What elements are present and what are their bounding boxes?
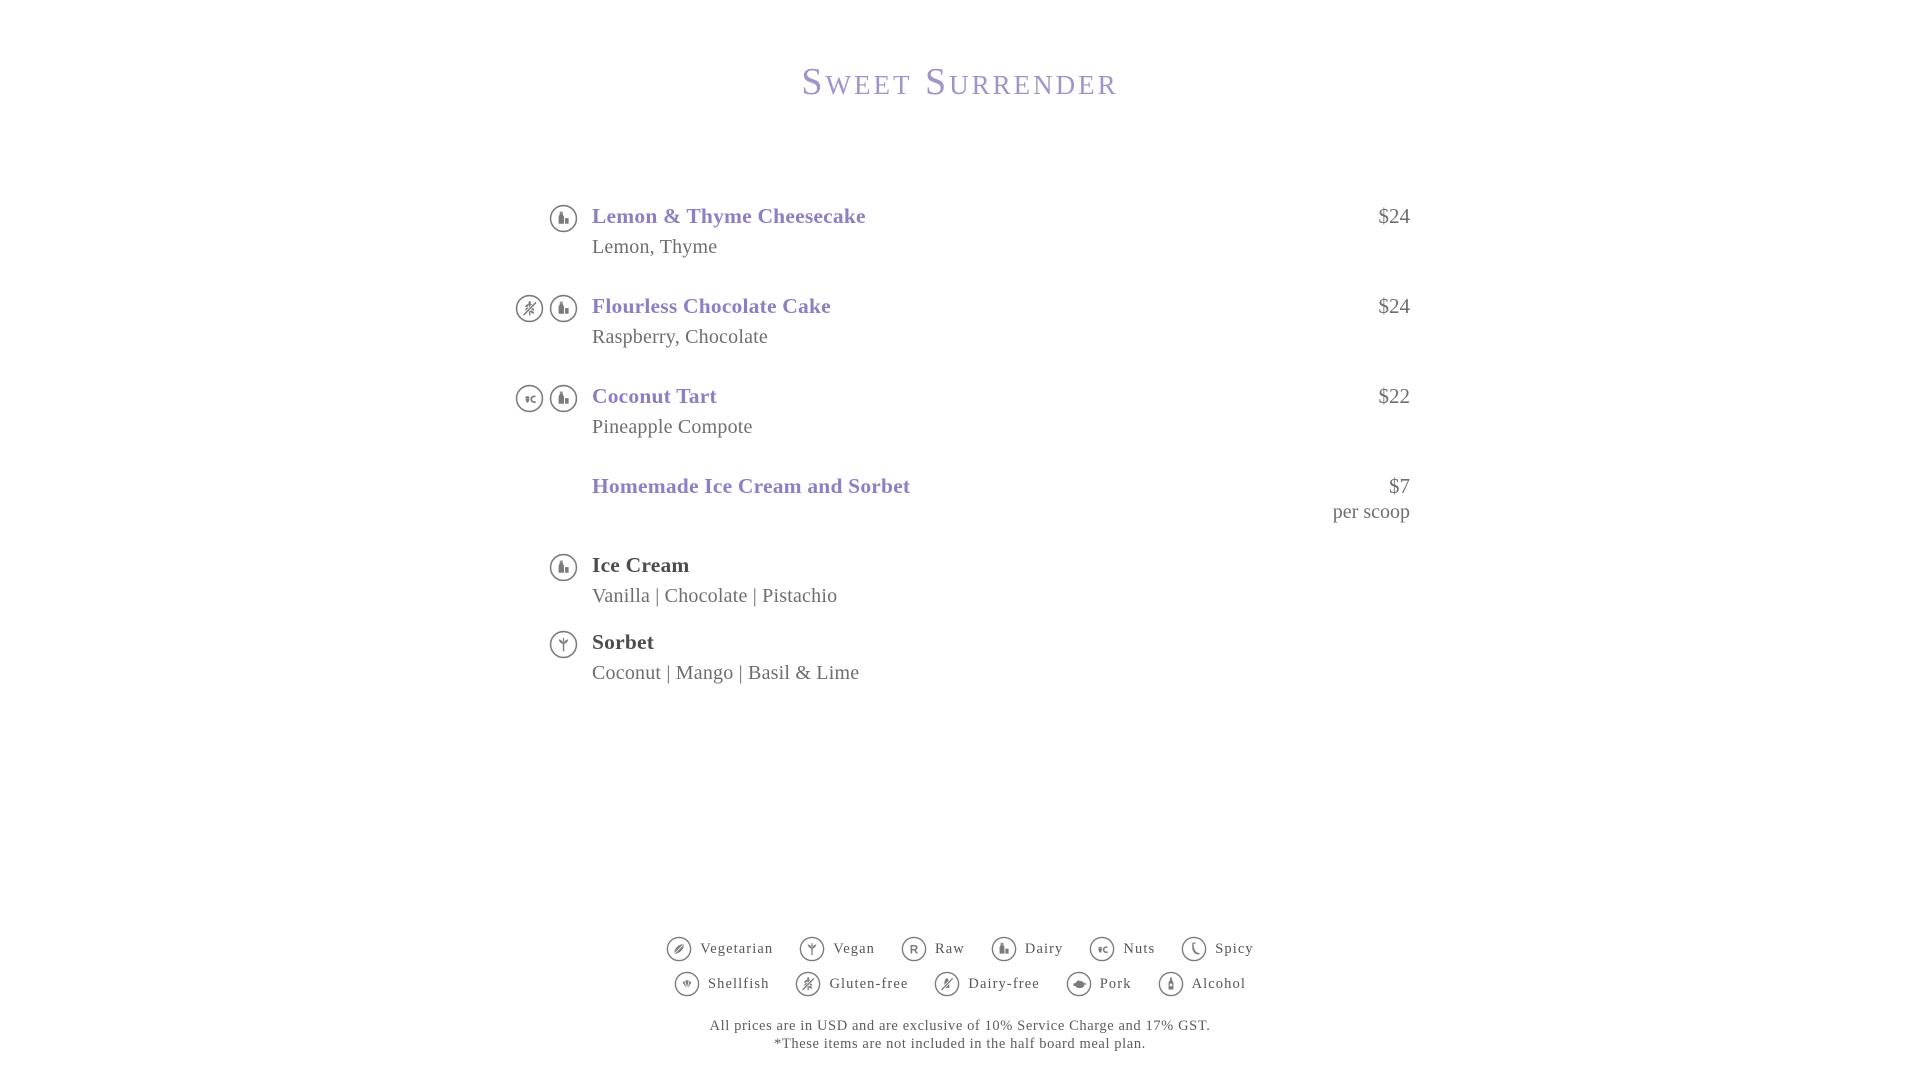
legend-label: Gluten-free [829, 975, 909, 992]
pork-icon [1066, 971, 1092, 997]
menu-list [510, 203, 1410, 706]
gluten-free-icon [515, 294, 544, 323]
legend-item-gluten-free [795, 971, 908, 997]
footer-notes [710, 1017, 1211, 1053]
item-description: Pineapple Compote [592, 416, 753, 438]
legend-label: Alcohol [1191, 975, 1246, 992]
item-price: $24 [1378, 204, 1410, 228]
alcohol-icon [1158, 971, 1184, 997]
legend-row [666, 936, 1253, 962]
menu-footer [0, 936, 1920, 1053]
gluten-free-icon [795, 971, 821, 997]
item-description: Lemon, Thyme [592, 236, 718, 258]
item-icons [510, 203, 592, 233]
menu-item [510, 383, 1410, 440]
legend-label: Vegan [833, 940, 875, 957]
item-price: $22 [1378, 384, 1410, 408]
menu-item [510, 293, 1410, 350]
item-icons [510, 293, 592, 323]
legend-item-alcohol [1158, 971, 1246, 997]
menu-subitem [510, 629, 1410, 686]
dairy-icon [549, 204, 578, 233]
item-price-cell [1270, 383, 1410, 409]
legend-item-vegetarian [666, 936, 773, 962]
dairy-free-icon [934, 971, 960, 997]
raw-icon [901, 936, 927, 962]
item-description: Coconut | Mango | Basil & Lime [592, 662, 860, 684]
legend-item-shellfish [674, 971, 769, 997]
price-note: per scoop [1332, 501, 1410, 523]
svg-text:R: R [909, 943, 919, 957]
item-icons [510, 383, 592, 413]
item-description: Vanilla | Chocolate | Pistachio [592, 585, 838, 607]
vegan-icon [549, 630, 578, 659]
spicy-icon [1181, 936, 1207, 962]
legend-label: Nuts [1123, 940, 1156, 957]
legend-label: Pork [1099, 975, 1132, 992]
page-title: Sweet Surrender [801, 61, 1119, 103]
shellfish-icon [674, 971, 700, 997]
legend-item-dairy [991, 936, 1064, 962]
footer-note-1: All prices are in USD and are exclusive of 10% Service Charge and 17% GST. [709, 1018, 1211, 1034]
item-name: Homemade Ice Cream and Sorbet [592, 474, 911, 498]
legend-item-pork [1066, 971, 1132, 997]
legend-item-spicy [1181, 936, 1254, 962]
item-price-cell [1270, 203, 1410, 229]
item-name: Coconut Tart [592, 384, 717, 408]
item-name: Ice Cream [592, 553, 690, 577]
footer-note-2: *These items are not included in the half board meal plan. [774, 1036, 1146, 1052]
menu-item [510, 203, 1410, 260]
vegetarian-icon [666, 936, 692, 962]
item-description: Raspberry, Chocolate [592, 326, 768, 348]
menu-section [510, 473, 1410, 526]
item-price: $7 [1389, 474, 1410, 498]
legend-label: Dairy-free [968, 975, 1040, 992]
vegan-icon [799, 936, 825, 962]
nuts-icon [1089, 936, 1115, 962]
legend-label: Raw [935, 940, 965, 957]
dairy-icon [991, 936, 1017, 962]
item-name: Lemon & Thyme Cheesecake [592, 204, 866, 228]
item-price: $24 [1378, 294, 1410, 318]
legend-label: Shellfish [708, 975, 770, 992]
item-name: Flourless Chocolate Cake [592, 294, 831, 318]
dairy-icon [549, 384, 578, 413]
item-price-cell [1270, 293, 1410, 319]
item-icons [510, 473, 592, 474]
item-price-cell [1270, 473, 1410, 526]
legend-label: Vegetarian [700, 940, 774, 957]
item-name: Sorbet [592, 630, 655, 654]
legend-item-vegan [799, 936, 875, 962]
dairy-icon [549, 553, 578, 582]
legend-label: Dairy [1024, 940, 1064, 957]
legend-label: Spicy [1215, 940, 1254, 957]
legend [666, 936, 1253, 997]
menu-subitem [510, 552, 1410, 609]
nuts-icon [515, 384, 544, 413]
dairy-icon [549, 294, 578, 323]
legend-row [674, 971, 1246, 997]
item-icons [510, 629, 592, 659]
legend-item-nuts [1089, 936, 1155, 962]
item-icons [510, 552, 592, 582]
legend-item-dairy-free [934, 971, 1039, 997]
legend-item-raw [901, 936, 965, 962]
